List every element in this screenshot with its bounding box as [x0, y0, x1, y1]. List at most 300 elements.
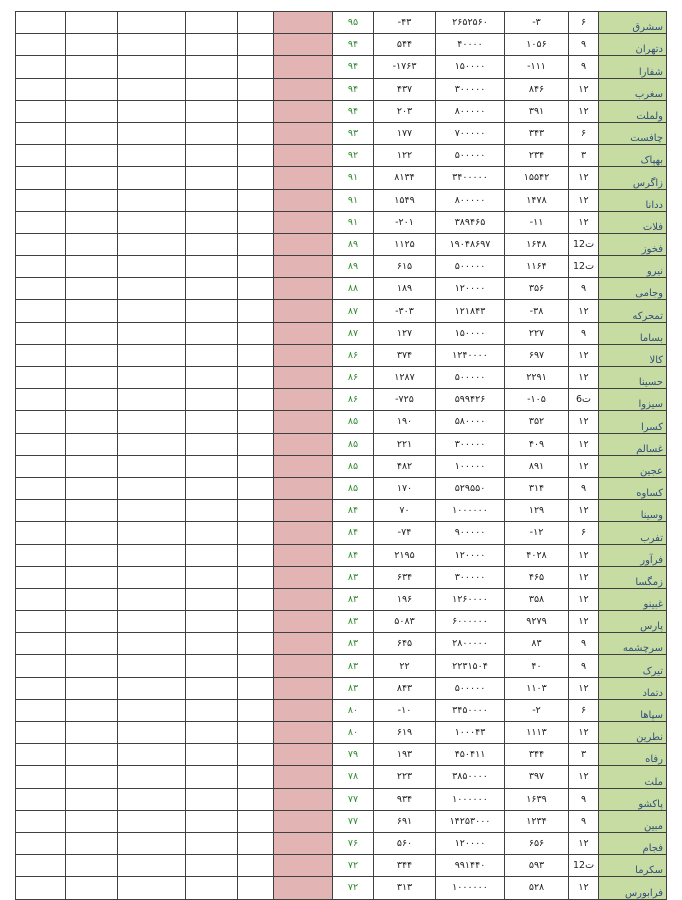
period-cell[interactable]: ۶ — [569, 522, 599, 544]
value-cell-1[interactable]: ۲۳۴ — [505, 145, 569, 167]
empty-cell[interactable] — [118, 12, 186, 34]
period-cell[interactable]: ۱۲ — [569, 100, 599, 122]
period-cell[interactable]: ۹ — [569, 34, 599, 56]
value-cell-1[interactable]: -۱۱۱ — [505, 56, 569, 78]
period-cell[interactable]: ۱۲ — [569, 455, 599, 477]
empty-cell[interactable] — [238, 189, 274, 211]
highlight-cell[interactable] — [274, 455, 333, 477]
period-cell[interactable]: ۱۲ — [569, 722, 599, 744]
value-cell-2[interactable]: ۱۲۰۰۰۰ — [436, 832, 505, 854]
empty-cell[interactable] — [16, 655, 66, 677]
value-cell-2[interactable]: ۸۰۰۰۰۰ — [436, 189, 505, 211]
empty-cell[interactable] — [186, 588, 238, 610]
empty-cell[interactable] — [66, 677, 118, 699]
value-cell-1[interactable]: ۸۹۱ — [505, 455, 569, 477]
value-cell-3[interactable]: ۱۷۰ — [374, 477, 436, 499]
symbol-cell[interactable]: سشرق — [599, 12, 667, 34]
value-cell-1[interactable]: ۱۶۳۹ — [505, 788, 569, 810]
symbol-cell[interactable]: بساما — [599, 322, 667, 344]
empty-cell[interactable] — [16, 100, 66, 122]
score-cell[interactable]: ۸۵ — [333, 455, 374, 477]
score-cell[interactable]: ۸۵ — [333, 477, 374, 499]
empty-cell[interactable] — [238, 500, 274, 522]
empty-cell[interactable] — [238, 588, 274, 610]
empty-cell[interactable] — [16, 389, 66, 411]
empty-cell[interactable] — [66, 832, 118, 854]
symbol-cell[interactable]: تفرب — [599, 522, 667, 544]
empty-cell[interactable] — [16, 744, 66, 766]
empty-cell[interactable] — [186, 78, 238, 100]
empty-cell[interactable] — [186, 189, 238, 211]
score-cell[interactable]: ۹۱ — [333, 167, 374, 189]
highlight-cell[interactable] — [274, 344, 333, 366]
symbol-cell[interactable]: سکرما — [599, 855, 667, 877]
empty-cell[interactable] — [186, 810, 238, 832]
value-cell-1[interactable]: ۳۵۶ — [505, 278, 569, 300]
value-cell-3[interactable]: ۶۱۹ — [374, 722, 436, 744]
empty-cell[interactable] — [118, 256, 186, 278]
score-cell[interactable]: ۹۳ — [333, 122, 374, 144]
score-cell[interactable]: ۹۱ — [333, 211, 374, 233]
highlight-cell[interactable] — [274, 233, 333, 255]
empty-cell[interactable] — [238, 655, 274, 677]
value-cell-2[interactable]: ۲۲۳۱۵۰۴ — [436, 655, 505, 677]
empty-cell[interactable] — [186, 233, 238, 255]
period-cell[interactable]: ۳ — [569, 744, 599, 766]
value-cell-3[interactable]: -۳۰۳ — [374, 300, 436, 322]
value-cell-1[interactable]: ۴۰۲۸ — [505, 544, 569, 566]
empty-cell[interactable] — [238, 611, 274, 633]
period-cell[interactable]: ۶ — [569, 12, 599, 34]
empty-cell[interactable] — [186, 477, 238, 499]
symbol-cell[interactable]: دتماد — [599, 677, 667, 699]
value-cell-3[interactable]: ۴۸۲ — [374, 455, 436, 477]
empty-cell[interactable] — [66, 722, 118, 744]
value-cell-2[interactable]: ۱۲۰۰۰۰ — [436, 544, 505, 566]
value-cell-2[interactable]: ۵۰۰۰۰۰ — [436, 145, 505, 167]
empty-cell[interactable] — [186, 544, 238, 566]
empty-cell[interactable] — [16, 145, 66, 167]
value-cell-2[interactable]: ۲۸۰۰۰۰۰ — [436, 633, 505, 655]
empty-cell[interactable] — [66, 167, 118, 189]
value-cell-2[interactable]: ۵۰۰۰۰۰ — [436, 256, 505, 278]
period-cell[interactable]: ۹ — [569, 56, 599, 78]
empty-cell[interactable] — [238, 566, 274, 588]
empty-cell[interactable] — [66, 655, 118, 677]
empty-cell[interactable] — [118, 189, 186, 211]
empty-cell[interactable] — [66, 12, 118, 34]
period-cell[interactable]: ۱۲ — [569, 500, 599, 522]
value-cell-2[interactable]: ۱۲۰۰۰۰ — [436, 278, 505, 300]
value-cell-2[interactable]: ۳۰۰۰۰۰ — [436, 566, 505, 588]
empty-cell[interactable] — [186, 832, 238, 854]
value-cell-2[interactable]: ۱۰۰۰۰۰ — [436, 455, 505, 477]
empty-cell[interactable] — [16, 322, 66, 344]
empty-cell[interactable] — [238, 100, 274, 122]
value-cell-1[interactable]: ۶۵۶ — [505, 832, 569, 854]
period-cell[interactable]: 12ت — [569, 233, 599, 255]
empty-cell[interactable] — [186, 122, 238, 144]
highlight-cell[interactable] — [274, 12, 333, 34]
value-cell-2[interactable]: ۹۰۰۰۰۰ — [436, 522, 505, 544]
highlight-cell[interactable] — [274, 611, 333, 633]
empty-cell[interactable] — [16, 300, 66, 322]
empty-cell[interactable] — [16, 766, 66, 788]
symbol-cell[interactable]: عجین — [599, 455, 667, 477]
empty-cell[interactable] — [186, 566, 238, 588]
empty-cell[interactable] — [16, 256, 66, 278]
empty-cell[interactable] — [238, 56, 274, 78]
empty-cell[interactable] — [66, 522, 118, 544]
empty-cell[interactable] — [16, 477, 66, 499]
value-cell-1[interactable]: -۱۱ — [505, 211, 569, 233]
value-cell-2[interactable]: ۱۵۰۰۰۰ — [436, 56, 505, 78]
symbol-cell[interactable]: سغرب — [599, 78, 667, 100]
symbol-cell[interactable]: وسینا — [599, 500, 667, 522]
empty-cell[interactable] — [186, 367, 238, 389]
score-cell[interactable]: ۸۹ — [333, 256, 374, 278]
period-cell[interactable]: ۱۲ — [569, 433, 599, 455]
empty-cell[interactable] — [118, 633, 186, 655]
symbol-cell[interactable]: فرآور — [599, 544, 667, 566]
highlight-cell[interactable] — [274, 588, 333, 610]
value-cell-3[interactable]: ۶۳۴ — [374, 566, 436, 588]
empty-cell[interactable] — [118, 145, 186, 167]
empty-cell[interactable] — [66, 500, 118, 522]
empty-cell[interactable] — [66, 788, 118, 810]
value-cell-3[interactable]: -۱۷۶۳ — [374, 56, 436, 78]
empty-cell[interactable] — [118, 34, 186, 56]
score-cell[interactable]: ۷۲ — [333, 877, 374, 899]
symbol-cell[interactable]: تمحرکه — [599, 300, 667, 322]
empty-cell[interactable] — [238, 722, 274, 744]
score-cell[interactable]: ۸۴ — [333, 500, 374, 522]
empty-cell[interactable] — [186, 877, 238, 899]
empty-cell[interactable] — [238, 12, 274, 34]
score-cell[interactable]: ۸۴ — [333, 522, 374, 544]
value-cell-1[interactable]: -۳ — [505, 12, 569, 34]
empty-cell[interactable] — [66, 411, 118, 433]
value-cell-3[interactable]: -۲۰۱ — [374, 211, 436, 233]
highlight-cell[interactable] — [274, 633, 333, 655]
value-cell-2[interactable]: ۵۹۹۴۲۶ — [436, 389, 505, 411]
empty-cell[interactable] — [118, 877, 186, 899]
period-cell[interactable]: ۹ — [569, 477, 599, 499]
empty-cell[interactable] — [238, 633, 274, 655]
empty-cell[interactable] — [238, 78, 274, 100]
score-cell[interactable]: ۸۵ — [333, 411, 374, 433]
empty-cell[interactable] — [118, 455, 186, 477]
empty-cell[interactable] — [66, 34, 118, 56]
symbol-cell[interactable]: مبین — [599, 810, 667, 832]
empty-cell[interactable] — [66, 300, 118, 322]
score-cell[interactable]: ۸۷ — [333, 322, 374, 344]
value-cell-3[interactable]: ۱۲۲ — [374, 145, 436, 167]
symbol-cell[interactable]: فرابورس — [599, 877, 667, 899]
score-cell[interactable]: ۹۵ — [333, 12, 374, 34]
empty-cell[interactable] — [66, 588, 118, 610]
empty-cell[interactable] — [186, 699, 238, 721]
empty-cell[interactable] — [238, 788, 274, 810]
period-cell[interactable]: ۹ — [569, 633, 599, 655]
score-cell[interactable]: ۷۷ — [333, 788, 374, 810]
period-cell[interactable]: ۹ — [569, 655, 599, 677]
symbol-cell[interactable]: پاکشو — [599, 788, 667, 810]
highlight-cell[interactable] — [274, 278, 333, 300]
score-cell[interactable]: ۷۸ — [333, 766, 374, 788]
value-cell-2[interactable]: ۳۰۰۰۰۰ — [436, 433, 505, 455]
empty-cell[interactable] — [238, 544, 274, 566]
value-cell-1[interactable]: ۸۴۶ — [505, 78, 569, 100]
highlight-cell[interactable] — [274, 389, 333, 411]
empty-cell[interactable] — [16, 12, 66, 34]
value-cell-3[interactable]: ۳۱۳ — [374, 877, 436, 899]
empty-cell[interactable] — [186, 300, 238, 322]
period-cell[interactable]: ۱۲ — [569, 167, 599, 189]
value-cell-3[interactable]: ۱۲۸۷ — [374, 367, 436, 389]
value-cell-3[interactable]: ۱۷۷ — [374, 122, 436, 144]
empty-cell[interactable] — [118, 344, 186, 366]
value-cell-1[interactable]: -۳۸ — [505, 300, 569, 322]
empty-cell[interactable] — [238, 766, 274, 788]
empty-cell[interactable] — [238, 477, 274, 499]
value-cell-2[interactable]: ۱۵۰۰۰۰ — [436, 322, 505, 344]
highlight-cell[interactable] — [274, 411, 333, 433]
highlight-cell[interactable] — [274, 500, 333, 522]
value-cell-3[interactable]: ۶۴۵ — [374, 633, 436, 655]
empty-cell[interactable] — [16, 455, 66, 477]
empty-cell[interactable] — [186, 344, 238, 366]
value-cell-1[interactable]: ۸۳ — [505, 633, 569, 655]
empty-cell[interactable] — [66, 455, 118, 477]
score-cell[interactable]: ۸۷ — [333, 300, 374, 322]
value-cell-2[interactable]: ۳۰۰۰۰۰ — [436, 78, 505, 100]
highlight-cell[interactable] — [274, 100, 333, 122]
score-cell[interactable]: ۹۴ — [333, 100, 374, 122]
empty-cell[interactable] — [16, 522, 66, 544]
period-cell[interactable]: 6ت — [569, 389, 599, 411]
value-cell-3[interactable]: ۵۶۰ — [374, 832, 436, 854]
empty-cell[interactable] — [16, 722, 66, 744]
empty-cell[interactable] — [238, 300, 274, 322]
value-cell-1[interactable]: ۳۴۳ — [505, 122, 569, 144]
value-cell-2[interactable]: ۲۶۵۲۵۶۰ — [436, 12, 505, 34]
empty-cell[interactable] — [16, 344, 66, 366]
highlight-cell[interactable] — [274, 189, 333, 211]
symbol-cell[interactable]: کسرا — [599, 411, 667, 433]
empty-cell[interactable] — [16, 233, 66, 255]
empty-cell[interactable] — [118, 522, 186, 544]
value-cell-3[interactable]: ۲۰۳ — [374, 100, 436, 122]
empty-cell[interactable] — [66, 256, 118, 278]
empty-cell[interactable] — [118, 322, 186, 344]
empty-cell[interactable] — [66, 367, 118, 389]
symbol-cell[interactable]: بهپاک — [599, 145, 667, 167]
empty-cell[interactable] — [66, 278, 118, 300]
value-cell-3[interactable]: ۲۱۹۵ — [374, 544, 436, 566]
period-cell[interactable]: ۱۲ — [569, 588, 599, 610]
value-cell-2[interactable]: ۴۵۰۴۱۱ — [436, 744, 505, 766]
symbol-cell[interactable]: ولملت — [599, 100, 667, 122]
empty-cell[interactable] — [186, 677, 238, 699]
empty-cell[interactable] — [238, 344, 274, 366]
empty-cell[interactable] — [66, 100, 118, 122]
empty-cell[interactable] — [118, 766, 186, 788]
highlight-cell[interactable] — [274, 810, 333, 832]
value-cell-3[interactable]: ۵۰۸۳ — [374, 611, 436, 633]
score-cell[interactable]: ۸۳ — [333, 611, 374, 633]
highlight-cell[interactable] — [274, 544, 333, 566]
empty-cell[interactable] — [238, 455, 274, 477]
value-cell-2[interactable]: ۱۰۰۰۰۰۰ — [436, 500, 505, 522]
empty-cell[interactable] — [238, 167, 274, 189]
empty-cell[interactable] — [16, 56, 66, 78]
symbol-cell[interactable]: ملت — [599, 766, 667, 788]
empty-cell[interactable] — [118, 367, 186, 389]
empty-cell[interactable] — [66, 122, 118, 144]
empty-cell[interactable] — [16, 877, 66, 899]
empty-cell[interactable] — [186, 389, 238, 411]
value-cell-3[interactable]: ۷۰ — [374, 500, 436, 522]
empty-cell[interactable] — [118, 611, 186, 633]
empty-cell[interactable] — [66, 477, 118, 499]
period-cell[interactable]: ۱۲ — [569, 78, 599, 100]
score-cell[interactable]: ۸۳ — [333, 655, 374, 677]
value-cell-1[interactable]: ۱۱۱۳ — [505, 722, 569, 744]
value-cell-1[interactable]: ۵۹۳ — [505, 855, 569, 877]
value-cell-1[interactable]: ۴۰۹ — [505, 433, 569, 455]
score-cell[interactable]: ۸۳ — [333, 633, 374, 655]
symbol-cell[interactable]: پارس — [599, 611, 667, 633]
value-cell-3[interactable]: -۷۴ — [374, 522, 436, 544]
period-cell[interactable]: ۹ — [569, 810, 599, 832]
empty-cell[interactable] — [118, 233, 186, 255]
empty-cell[interactable] — [16, 78, 66, 100]
symbol-cell[interactable]: کساوه — [599, 477, 667, 499]
symbol-cell[interactable]: زمگسا — [599, 566, 667, 588]
value-cell-2[interactable]: ۳۴۵۰۰۰۰ — [436, 699, 505, 721]
empty-cell[interactable] — [186, 100, 238, 122]
empty-cell[interactable] — [238, 522, 274, 544]
period-cell[interactable]: ۳ — [569, 145, 599, 167]
empty-cell[interactable] — [118, 744, 186, 766]
empty-cell[interactable] — [238, 256, 274, 278]
highlight-cell[interactable] — [274, 655, 333, 677]
score-cell[interactable]: ۸۴ — [333, 544, 374, 566]
value-cell-3[interactable]: ۱۹۳ — [374, 744, 436, 766]
value-cell-3[interactable]: -۴۳ — [374, 12, 436, 34]
value-cell-2[interactable]: ۶۰۰۰۰۰۰ — [436, 611, 505, 633]
value-cell-1[interactable]: ۵۲۸ — [505, 877, 569, 899]
symbol-cell[interactable]: نیرو — [599, 256, 667, 278]
score-cell[interactable]: ۸۳ — [333, 588, 374, 610]
symbol-cell[interactable]: سرچشمه — [599, 633, 667, 655]
score-cell[interactable]: ۸۶ — [333, 344, 374, 366]
empty-cell[interactable] — [118, 832, 186, 854]
value-cell-3[interactable]: ۸۱۳۴ — [374, 167, 436, 189]
highlight-cell[interactable] — [274, 699, 333, 721]
empty-cell[interactable] — [118, 411, 186, 433]
empty-cell[interactable] — [16, 34, 66, 56]
empty-cell[interactable] — [238, 322, 274, 344]
empty-cell[interactable] — [16, 211, 66, 233]
symbol-cell[interactable]: زاگرس — [599, 167, 667, 189]
score-cell[interactable]: ۹۱ — [333, 189, 374, 211]
highlight-cell[interactable] — [274, 122, 333, 144]
symbol-cell[interactable]: فلات — [599, 211, 667, 233]
empty-cell[interactable] — [66, 56, 118, 78]
empty-cell[interactable] — [66, 855, 118, 877]
value-cell-1[interactable]: -۲ — [505, 699, 569, 721]
highlight-cell[interactable] — [274, 477, 333, 499]
value-cell-3[interactable]: ۹۳۴ — [374, 788, 436, 810]
value-cell-1[interactable]: ۳۱۴ — [505, 477, 569, 499]
highlight-cell[interactable] — [274, 855, 333, 877]
highlight-cell[interactable] — [274, 56, 333, 78]
score-cell[interactable]: ۸۰ — [333, 699, 374, 721]
value-cell-3[interactable]: ۳۷۴ — [374, 344, 436, 366]
symbol-cell[interactable]: غسالم — [599, 433, 667, 455]
value-cell-2[interactable]: ۷۰۰۰۰۰ — [436, 122, 505, 144]
empty-cell[interactable] — [66, 322, 118, 344]
empty-cell[interactable] — [66, 611, 118, 633]
value-cell-3[interactable]: -۱۰ — [374, 699, 436, 721]
empty-cell[interactable] — [66, 344, 118, 366]
empty-cell[interactable] — [66, 877, 118, 899]
highlight-cell[interactable] — [274, 766, 333, 788]
value-cell-2[interactable]: ۳۴۰۰۰۰۰ — [436, 167, 505, 189]
empty-cell[interactable] — [238, 233, 274, 255]
empty-cell[interactable] — [238, 411, 274, 433]
value-cell-2[interactable]: ۸۰۰۰۰۰ — [436, 100, 505, 122]
empty-cell[interactable] — [16, 633, 66, 655]
empty-cell[interactable] — [238, 34, 274, 56]
value-cell-1[interactable]: ۱۵۵۴۲ — [505, 167, 569, 189]
score-cell[interactable]: ۸۰ — [333, 722, 374, 744]
period-cell[interactable]: ۱۲ — [569, 611, 599, 633]
highlight-cell[interactable] — [274, 522, 333, 544]
symbol-cell[interactable]: غبینو — [599, 588, 667, 610]
period-cell[interactable]: ۱۲ — [569, 766, 599, 788]
empty-cell[interactable] — [66, 433, 118, 455]
empty-cell[interactable] — [16, 566, 66, 588]
score-cell[interactable]: ۸۶ — [333, 389, 374, 411]
empty-cell[interactable] — [238, 832, 274, 854]
highlight-cell[interactable] — [274, 744, 333, 766]
symbol-cell[interactable]: کالا — [599, 344, 667, 366]
empty-cell[interactable] — [16, 810, 66, 832]
empty-cell[interactable] — [186, 611, 238, 633]
empty-cell[interactable] — [66, 633, 118, 655]
empty-cell[interactable] — [16, 278, 66, 300]
value-cell-2[interactable]: ۱۲۶۰۰۰۰ — [436, 588, 505, 610]
highlight-cell[interactable] — [274, 566, 333, 588]
highlight-cell[interactable] — [274, 145, 333, 167]
value-cell-3[interactable]: ۴۳۷ — [374, 78, 436, 100]
value-cell-1[interactable]: ۱۴۷۸ — [505, 189, 569, 211]
symbol-cell[interactable]: چافست — [599, 122, 667, 144]
empty-cell[interactable] — [186, 633, 238, 655]
empty-cell[interactable] — [186, 655, 238, 677]
period-cell[interactable]: ۹ — [569, 278, 599, 300]
value-cell-1[interactable]: ۳۵۲ — [505, 411, 569, 433]
value-cell-3[interactable]: ۶۱۵ — [374, 256, 436, 278]
empty-cell[interactable] — [118, 500, 186, 522]
empty-cell[interactable] — [66, 744, 118, 766]
empty-cell[interactable] — [238, 677, 274, 699]
empty-cell[interactable] — [238, 855, 274, 877]
value-cell-1[interactable]: ۲۲۹۱ — [505, 367, 569, 389]
